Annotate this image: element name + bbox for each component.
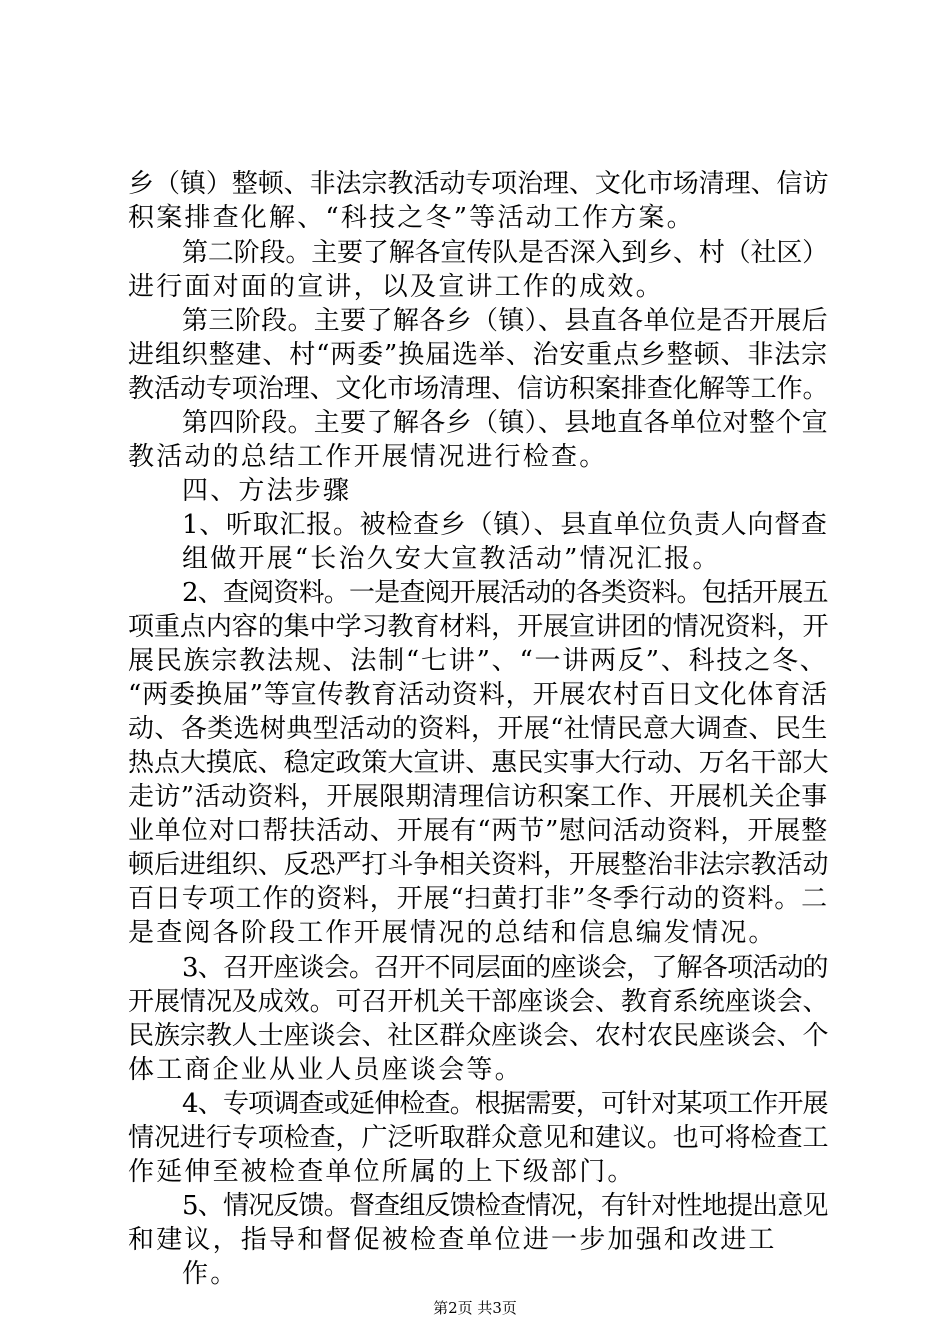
text-line: 顿后进组织、反恐严打斗争相关资料，开展整治非法宗教活动	[128, 850, 829, 880]
text-line: 2、查阅资料。一是查阅开展活动的各类资料。包括开展五	[182, 578, 828, 608]
text-line: 进组织整建、村“两委”换届选举、治安重点乡整顿、非法宗	[128, 340, 828, 370]
text-line: 第四阶段。主要了解各乡（镇）、县地直各单位对整个宣	[182, 408, 829, 438]
text-line: 体工商企业从业人员座谈会等。	[128, 1055, 523, 1085]
text-line: 作延伸至被检查单位所属的上下级部门。	[128, 1157, 636, 1187]
page-footer: 第2页 共3页	[433, 1299, 517, 1317]
text-line: 1、听取汇报。被检查乡（镇）、县直单位负责人向督查	[182, 510, 828, 540]
text-line: 教活动的总结工作开展情况进行检查。	[128, 442, 608, 472]
text-line: 乡（镇）整顿、非法宗教活动专项治理、文化市场清理、信访	[128, 169, 829, 199]
text-line: 5、情况反馈。督查组反馈检查情况，有针对性地提出意见	[182, 1191, 828, 1221]
text-line: 组做开展“长治久安大宣教活动”情况汇报。	[182, 544, 721, 574]
text-line: 开展情况及成效。可召开机关干部座谈会、教育系统座谈会、	[128, 987, 829, 1017]
text-line: 作。	[182, 1259, 239, 1289]
text-line: 百日专项工作的资料，开展“扫黄打非”冬季行动的资料。二	[128, 884, 828, 914]
text-line: 积案排查化解、“科技之冬”等活动工作方案。	[128, 203, 695, 233]
text-line: 第三阶段。主要了解各乡（镇）、县直各单位是否开展后	[182, 306, 829, 336]
text-line: 4、专项调查或延伸检查。根据需要，可针对某项工作开展	[182, 1089, 828, 1119]
text-line: 和建议，指导和督促被检查单位进一步加强和改进工	[128, 1225, 777, 1255]
text-line: 教活动专项治理、文化市场清理、信访积案排查化解等工作。	[128, 374, 829, 404]
text-line: 第二阶段。主要了解各宣传队是否深入到乡、村（社区）	[182, 238, 829, 268]
text-line: 业单位对口帮扶活动、开展有“两节”慰问活动资料，开展整	[128, 816, 828, 846]
section-heading: 四、方法步骤	[182, 476, 352, 506]
text-line: “两委换届”等宣传教育活动资料，开展农村百日文化体育活	[128, 680, 828, 710]
text-line: 3、召开座谈会。召开不同层面的座谈会，了解各项活动的	[182, 953, 828, 983]
text-line: 项重点内容的集中学习教育材料，开展宣讲团的情况资料，开	[128, 612, 829, 642]
text-line: 民族宗教人士座谈会、社区群众座谈会、农村农民座谈会、个	[128, 1021, 829, 1051]
text-line: 进行面对面的宣讲，以及宣讲工作的成效。	[128, 272, 664, 302]
text-line: 情况进行专项检查，广泛听取群众意见和建议。也可将检查工	[128, 1123, 829, 1153]
text-line: 走访”活动资料，开展限期清理信访积案工作、开展机关企事	[128, 782, 828, 812]
text-line: 是查阅各阶段工作开展情况的总结和信息编发情况。	[128, 918, 777, 948]
text-line: 动、各类选树典型活动的资料，开展“社情民意大调查、民生	[128, 714, 828, 744]
text-line: 展民族宗教法规、法制“七讲”、“一讲两反”、科技之冬、	[128, 646, 828, 676]
text-line: 热点大摸底、稳定政策大宣讲、惠民实事大行动、万名干部大	[128, 748, 829, 778]
